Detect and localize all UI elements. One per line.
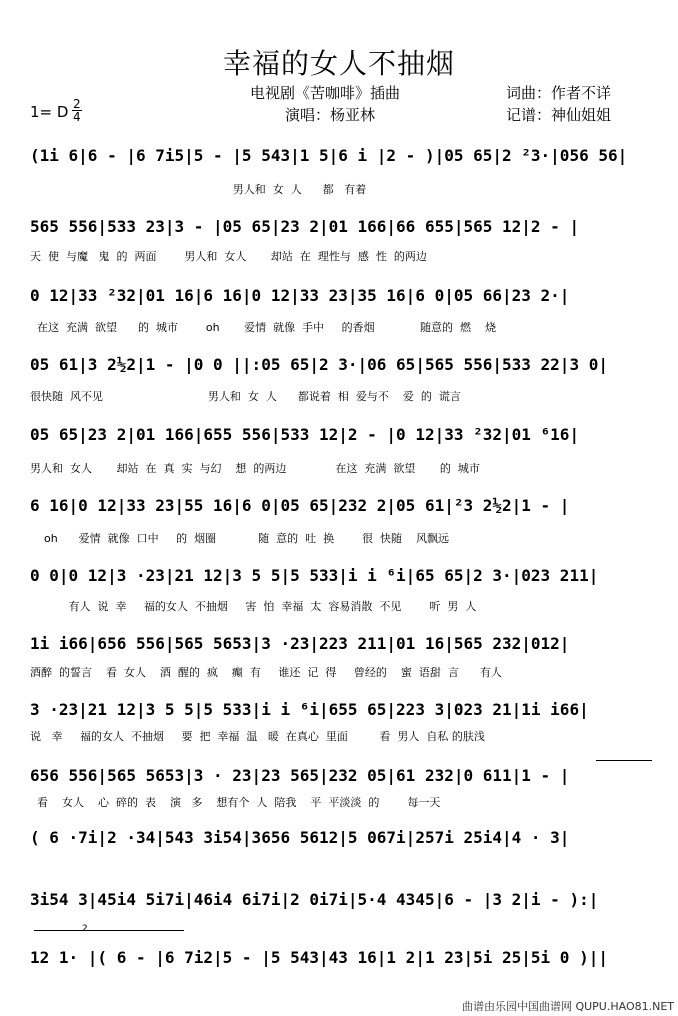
source-text: 电视剧《苦咖啡》插曲 [250,84,401,102]
score-row-8: 1i i66|656 556|565 5653|3 ·23|223 211|01 16|565 232|012| [30,634,570,653]
score-row-11: ( 6 ·7i|2 ·34|543 3i54|3656 5612|5 067i|257i 25i4|4 · 3| [30,828,570,847]
second-ending-bracket [34,930,184,931]
score-row-12: 3i54 3|45i4 5i7i|46i4 6i7i|2 0i7i|5·4 4345|6 - |3 2|i - ):| [30,890,599,909]
lyric-row-9: 说 幸 福的女人 不抽烟 要 把 幸福 温 暖 在真心 里面 看 男人 自私 的肤浅 [30,730,485,743]
second-ending-number: 2 [82,924,88,934]
time-signature-bottom: 4 [73,110,81,124]
lyric-row-3: 在这 充满 欲望 的 城市 oh 爱情 就像 手中 的香烟 随意的 燃 烧 [30,321,497,334]
score-row-6: 6 16|0 12|33 23|55 16|6 0|05 65|232 2|05 61|²3 2½2|1 - | [30,496,570,515]
time-signature [72,98,82,123]
score-row-5: 05 65|23 2|01 166|655 556|533 12|2 - |0 12|33 ²32|01 ⁶16| [30,425,580,444]
lyric-row-2: 天 使 与魔 鬼 的 两面 男人和 女人 却站 在 理性与 感 性 的两边 [30,250,427,263]
transcriber-text: 记谱：神仙姐姐 [506,106,612,124]
lyric-row-10: 看 女人 心 碎的 表 演 多 想有个 人 陪我 平 平淡淡 的 每一天 [30,796,441,809]
lyric-row-6: oh 爱情 就像 口中 的 烟圈 随 意的 吐 换 很 快随 风飘远 [30,532,450,545]
lyric-row-4: 很快随 风不见 男人和 女 人 都说着 相 爱与不 爱 的 谎言 [30,390,461,403]
lyric-row-5: 男人和 女人 却站 在 真 实 与幻 想 的两边 在这 充满 欲望 的 城市 [30,462,480,475]
score-row-4: 05 61|3 2½2|1 - |0 0 ||:05 65|2 3·|06 65|565 556|533 22|3 0| [30,355,608,374]
score-row-1: (1i 6|6 - |6 7i5|5 - |5 543|1 5|6 i |2 - )|05 65|2 ²3·|056 56| [30,146,628,165]
watermark: 曲谱由乐园中国曲谱网 QUPU.HAO81.NET [461,1000,674,1013]
lyricist-text: 词曲：作者不详 [506,84,612,102]
lyric-row-8: 酒醉 的誓言 看 女人 酒 醒的 疯 癫 有 谁还 记 得 曾经的 蜜 语甜 言 有人 [30,666,502,679]
singer-text: 演唱：杨亚林 [285,106,376,124]
key-signature: 1= D [30,103,69,121]
time-signature-top: 2 [73,97,81,111]
lyric-row-1: 男人和 女 人 都 有着 [30,183,367,196]
score-row-10: 656 556|565 5653|3 · 23|23 565|232 05|61 232|0 611|1 - | [30,766,570,785]
score-row-7: 0 0|0 12|3 ·23|21 12|3 5 5|5 533|i i ⁶i|65 65|2 3·|023 211| [30,566,599,585]
song-title: 幸福的女人不抽烟 [222,47,455,80]
score-row-9: 3 ·23|21 12|3 5 5|5 533|i i ⁶i|655 65|223 3|023 21|1i i66| [30,700,589,719]
score-row-3: 0 12|33 ²32|01 16|6 16|0 12|33 23|35 16|6 0|05 66|23 2·| [30,286,570,305]
score-row-2: 565 556|533 23|3 - |05 65|23 2|01 166|66 655|565 12|2 - | [30,217,580,236]
score-row-13: 12 1· |( 6 - |6 7i2|5 - |5 543|43 16|1 2|1 23|5i 25|5i 0 )|| [30,948,608,967]
lyric-row-7: 有人 说 幸 福的女人 不抽烟 害 怕 幸福 太 容易消散 不见 听 男 人 [30,600,477,613]
volta-bracket [596,760,652,761]
